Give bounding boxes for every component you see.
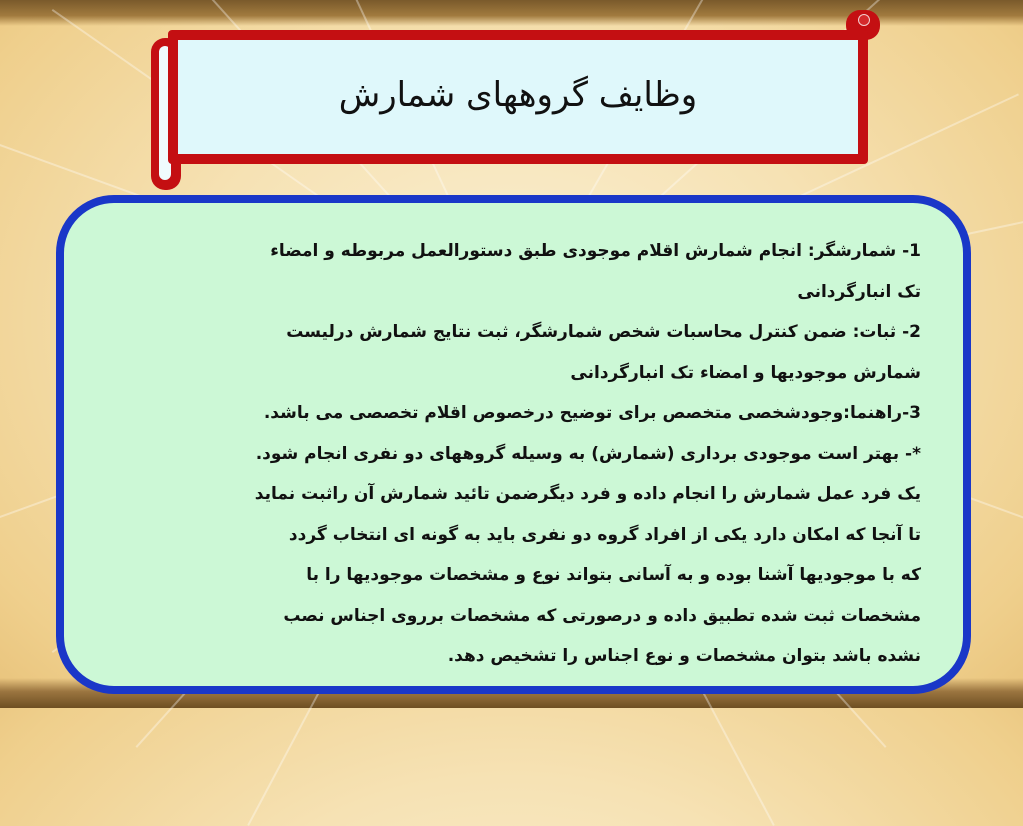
- content-line: *- بهتر است موجودی برداری (شمارش) به وسیله گروههای دو نفری انجام شود.: [255, 443, 921, 464]
- content-panel: [56, 195, 971, 694]
- content-line: یک فرد عمل شمارش را انجام داده و فرد دیگرضمن تائید شمارش آن راثبت نماید: [254, 484, 921, 504]
- scroll-curl-dot: [858, 14, 870, 26]
- content-line: تک انبارگردانی: [797, 281, 921, 302]
- content-line: نشده باشد بتوان مشخصات و نوع اجناس را تشخیص دهد.: [447, 646, 921, 666]
- title-scroll: [168, 30, 868, 164]
- content-line: شمارش موجودیها و امضاء تک انبارگردانی: [570, 362, 921, 383]
- content-line: که با موجودیها آشنا بوده و به آسانی بتواند نوع و مشخصات موجودیها را با: [306, 565, 921, 585]
- content-line: 1- شمارشگر: انجام شمارش اقلام موجودی طبق دستورالعمل مربوطه و امضاء: [270, 241, 921, 261]
- content-line: تا آنجا که امکان دارد یکی از افراد گروه دو نفری باید به گونه ای انتخاب گردد: [288, 524, 921, 545]
- content-line: مشخصات ثبت شده تطبیق داده و درصورتی که مشخصات برروی اجناس نصب: [283, 605, 921, 626]
- content-line: 3-راهنما:وجودشخصی متخصص برای توضیح درخصوص اقلام تخصصی می باشد.: [263, 403, 921, 423]
- page-title: وظایف گروههای شمارش: [338, 75, 698, 115]
- content-line: 2- ثبات: ضمن کنترل محاسبات شخص شمارشگر، ثبت نتایج شمارش درلیست: [286, 322, 921, 342]
